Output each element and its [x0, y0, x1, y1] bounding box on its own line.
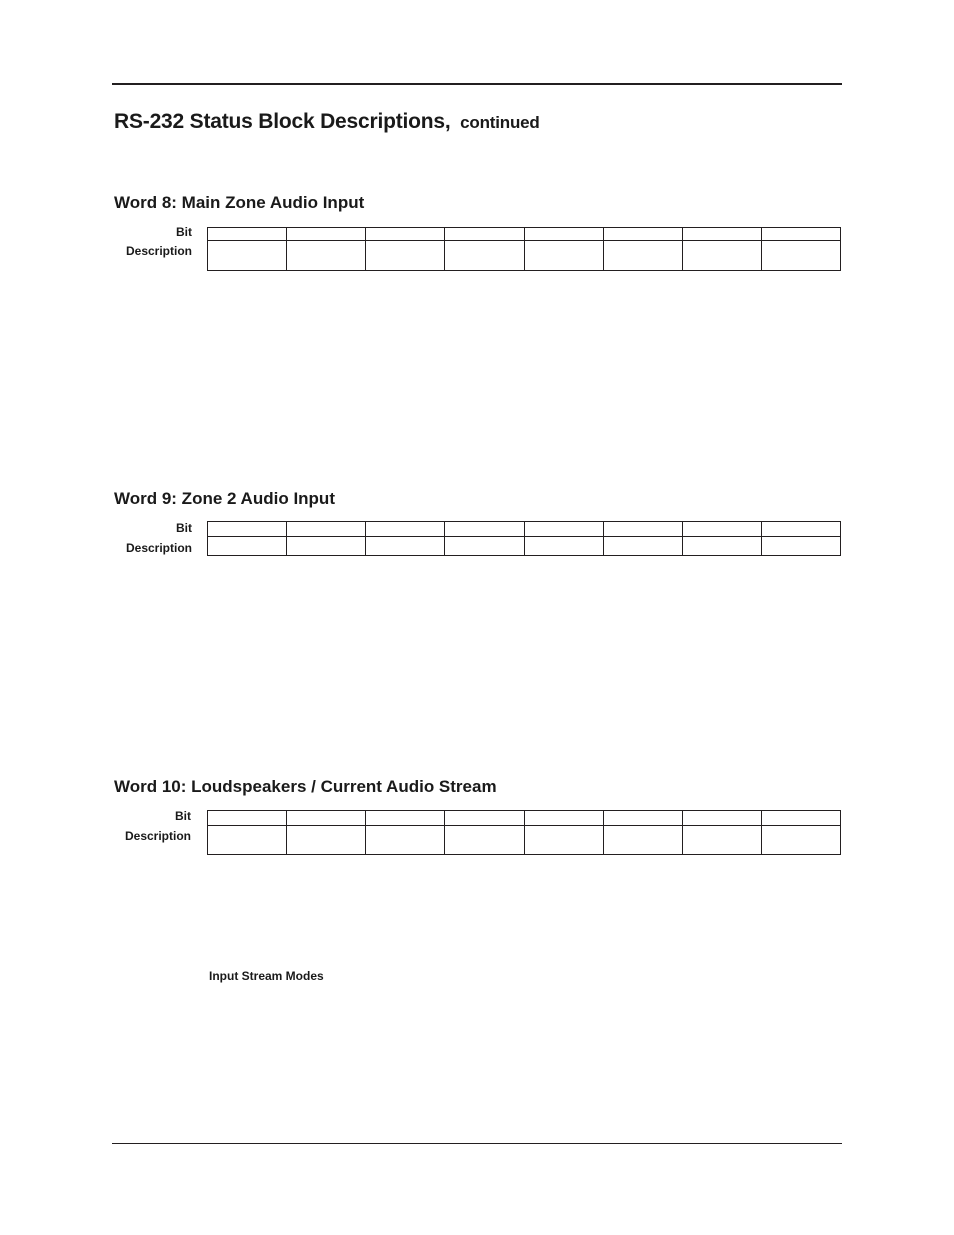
- description-row-label: Description: [125, 244, 192, 258]
- bit-cell: [603, 811, 682, 826]
- footer-rule: [112, 1143, 842, 1144]
- description-cell: [366, 241, 445, 271]
- word-9-bit-table: [207, 521, 841, 556]
- bit-row: [208, 811, 841, 826]
- word-8-bit-table: [207, 227, 841, 271]
- description-cell: [287, 241, 366, 271]
- section-title-word-10: Word 10: Loudspeakers / Current Audio Stream: [114, 777, 497, 796]
- description-cell: [366, 826, 445, 855]
- bit-cell: [524, 811, 603, 826]
- bit-row: [208, 228, 841, 241]
- page-title-continued: continued: [460, 113, 540, 132]
- bit-cell: [761, 228, 840, 241]
- bit-cell: [445, 228, 524, 241]
- bit-cell: [524, 522, 603, 537]
- description-cell: [603, 826, 682, 855]
- bit-cell: [208, 522, 287, 537]
- description-row-label: Description: [125, 541, 192, 555]
- description-cell: [208, 241, 287, 271]
- bit-row-label: Bit: [176, 521, 192, 535]
- bit-row-label: Bit: [176, 225, 192, 239]
- description-cell: [603, 241, 682, 271]
- bit-cell: [445, 811, 524, 826]
- bit-cell: [287, 522, 366, 537]
- section-title-word-8: Word 8: Main Zone Audio Input: [114, 193, 365, 212]
- bit-cell: [603, 522, 682, 537]
- bit-cell: [682, 522, 761, 537]
- description-cell: [445, 826, 524, 855]
- description-cell: [287, 537, 366, 556]
- description-row: [208, 241, 841, 271]
- description-cell: [287, 826, 366, 855]
- bit-cell: [761, 522, 840, 537]
- description-cell: [445, 241, 524, 271]
- bit-cell: [208, 811, 287, 826]
- description-cell: [524, 826, 603, 855]
- bit-cell: [603, 228, 682, 241]
- description-cell: [761, 241, 840, 271]
- word-10-bit-table: [207, 810, 841, 855]
- description-cell: [682, 537, 761, 556]
- bit-cell: [366, 522, 445, 537]
- bit-cell: [682, 811, 761, 826]
- header-rule: [112, 83, 842, 85]
- description-cell: [761, 537, 840, 556]
- description-cell: [208, 537, 287, 556]
- bit-cell: [366, 228, 445, 241]
- description-cell: [761, 826, 840, 855]
- description-row: [208, 826, 841, 855]
- bit-cell: [287, 811, 366, 826]
- bit-cell: [682, 228, 761, 241]
- bit-cell: [445, 522, 524, 537]
- description-cell: [208, 826, 287, 855]
- bit-row: [208, 522, 841, 537]
- page-title-text: RS-232 Status Block Descriptions,: [114, 110, 451, 133]
- description-cell: [366, 537, 445, 556]
- description-cell: [603, 537, 682, 556]
- bit-cell: [761, 811, 840, 826]
- bit-cell: [287, 228, 366, 241]
- bit-row-label: Bit: [175, 809, 191, 823]
- page-title: [114, 110, 540, 134]
- input-stream-modes-label: Input Stream Modes: [209, 969, 324, 983]
- description-cell: [682, 826, 761, 855]
- section-title-word-9: Word 9: Zone 2 Audio Input: [114, 489, 335, 508]
- description-cell: [524, 537, 603, 556]
- bit-cell: [208, 228, 287, 241]
- description-cell: [682, 241, 761, 271]
- bit-cell: [366, 811, 445, 826]
- description-cell: [524, 241, 603, 271]
- description-row-label: Description: [124, 829, 191, 843]
- bit-cell: [524, 228, 603, 241]
- description-row: [208, 537, 841, 556]
- description-cell: [445, 537, 524, 556]
